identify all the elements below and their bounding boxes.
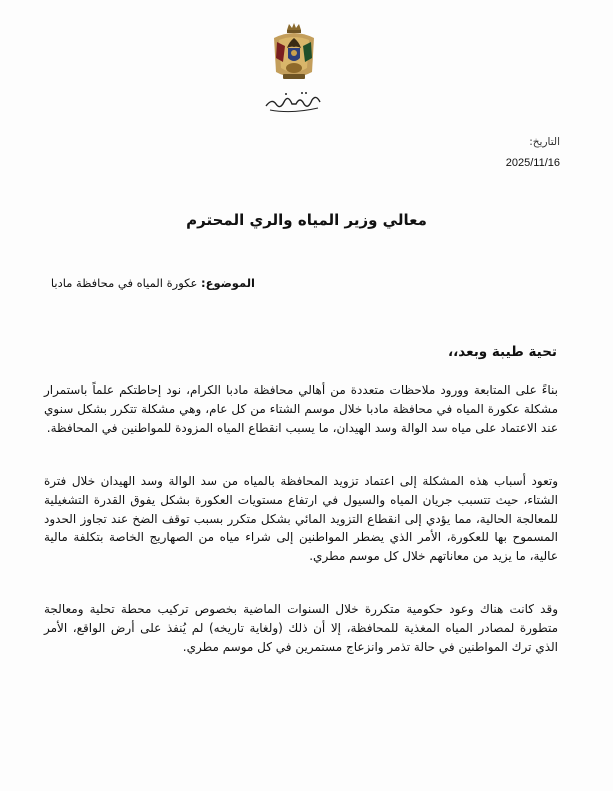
paragraph: وتعود أسباب هذه المشكلة إلى اعتماد تزويد المحافظة بالمياه من سد الوالة وسد الهيدان خلال فترة الشتاء، حيث تتسبب جريان المياه والسيول في ارتفاع مستويات العكورة بشكل يفوق القدرة التشغيلية للمعالجة الحالية، مما يؤدي إلى انقطاع التزويد المائي بشكل متكرر بسبب توقف الضخ عند تجاوز الحدود المسموح بها للعكورة، الأمر الذي يضطر المواطنين إلى شراء مياه من الصهاريج الخاصة بتكلفة مالية عالية، ما يزيد من معاناتهم خلال كل موسم مطري. bbox=[44, 474, 558, 564]
subject-label: الموضوع: bbox=[201, 276, 255, 290]
date-value: 2025/11/16 bbox=[505, 157, 560, 169]
greeting: تحية طيبة وبعد،، bbox=[448, 344, 557, 360]
jordan-coat-of-arms-icon bbox=[271, 22, 317, 86]
date-label: التاريخ: bbox=[529, 136, 560, 148]
paragraph: وقد كانت هناك وعود حكومية متكررة خلال السنوات الماضية بخصوص تركيب محطة تحلية ومعالجة متطورة لمصادر المياه المغذية للمحافظة، إلا أن ذلك (ولغاية تاريخه) لم يُنفذ على أرض الواقع، الأمر الذي ترك المواطنين في حالة تذمر وانزعاج مستمرين في كل موسم مطري. bbox=[44, 602, 558, 654]
parliament-signature-logo bbox=[262, 88, 326, 114]
subject-line bbox=[51, 276, 255, 290]
subject-value: عكورة المياه في محافظة مادبا bbox=[50, 276, 198, 290]
paragraph: بناءً على المتابعة وورود ملاحظات متعددة من أهالي محافظة مادبا الكرام، نود إحاطتكم علماً باستمرار مشكلة عكورة المياه في محافظة مادبا خلال موسم الشتاء من كل عام، وهي مشكلة تتكرر بشكل سنوي عند الاعتماد على مياه سد الوالة وسد الهيدان، ما يسبب انقطاع المياه المزودة للمواطنين في المحافظة. bbox=[44, 383, 558, 435]
addressee-heading: معالي وزير المياه والري المحترم bbox=[186, 211, 427, 229]
